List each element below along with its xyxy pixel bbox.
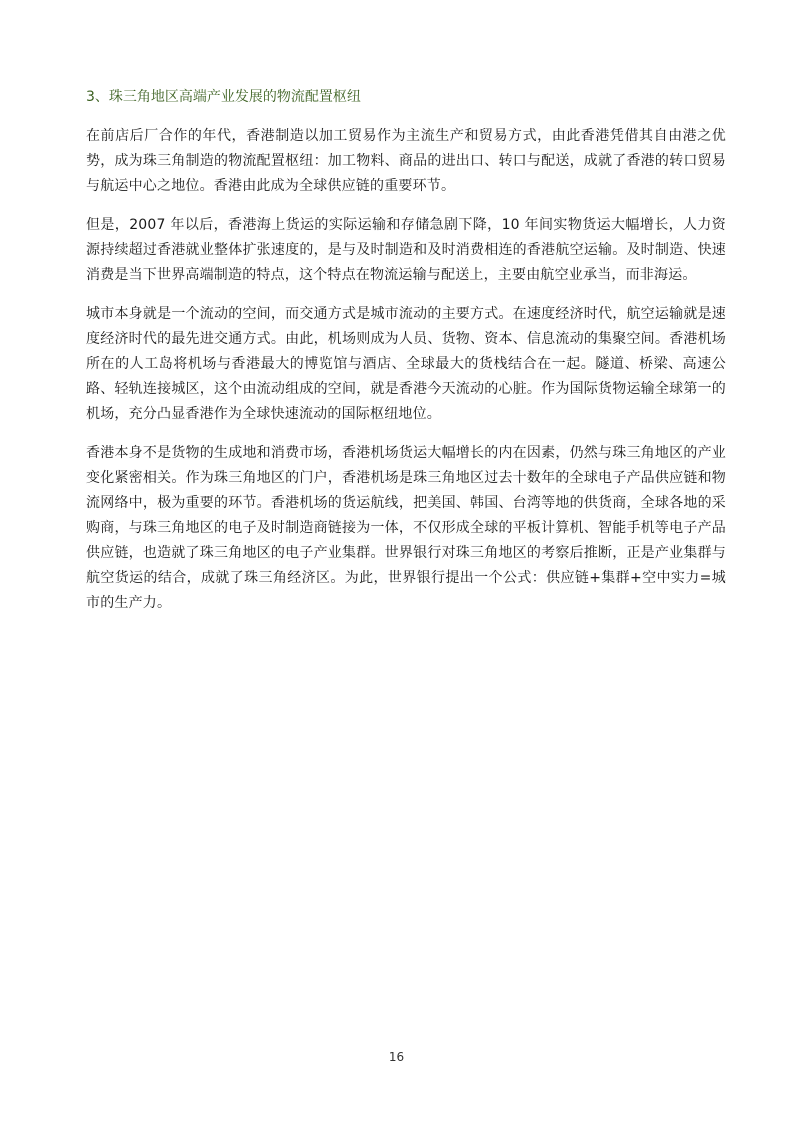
paragraph-3: 城市本身就是一个流动的空间，而交通方式是城市流动的主要方式。在速度经济时代，航空运输就是速度经济时代的最先进交通方式。由此，机场则成为人员、货物、资本、信息流动的集聚空间。香港机场所在的人工岛将机场与香港最大的博览馆与酒店、全球最大的货栈结合在一起。隧道、桥梁、高速公路、轻轨连接城区，这个由流动组成的空间，就是香港今天流动的心脏。作为国际货物运输全球第一的机场，充分凸显香港作为全球快速流动的国际枢纽地位。	[86, 306, 726, 422]
paragraph-2: 但是，2007 年以后，香港海上货运的实际运输和存储急剧下降，10 年间实物货运大幅增长，人力资源持续超过香港就业整体扩张速度的，是与及时制造和及时消费相连的香港航空运输。及时制造、快速消费是当下世界高端制造的特点，这个特点在物流运输与配送上，主要由航空业承当，而非海运。	[86, 217, 726, 283]
page-number: 16	[388, 1050, 405, 1064]
body-text	[86, 124, 726, 630]
paragraph-4: 香港本身不是货物的生成地和消费市场，香港机场货运大幅增长的内在因素，仍然与珠三角地区的产业变化紧密相关。作为珠三角地区的门户，香港机场是珠三角地区过去十数年的全球电子产品供应链和物流网络中，极为重要的环节。香港机场的货运航线，把美国、韩国、台湾等地的供货商，全球各地的采购商，与珠三角地区的电子及时制造商链接为一体，不仅形成全球的平板计算机、智能手机等电子产品供应链，也造就了珠三角地区的电子产业集群。世界银行对珠三角地区的考察后推断，正是产业集群与航空货运的结合，成就了珠三角经济区。为此，世界银行提出一个公式：供应链+集群+空中实力=城市的生产力。	[86, 445, 726, 611]
paragraph-1: 在前店后厂合作的年代，香港制造以加工贸易作为主流生产和贸易方式，由此香港凭借其自由港之优势，成为珠三角制造的物流配置枢纽：加工物料、商品的进出口、转口与配送，成就了香港的转口贸易与航运中心之地位。香港由此成为全球供应链的重要环节。	[86, 128, 726, 194]
section-heading: 3、珠三角地区高端产业发展的物流配置枢纽	[86, 89, 361, 105]
